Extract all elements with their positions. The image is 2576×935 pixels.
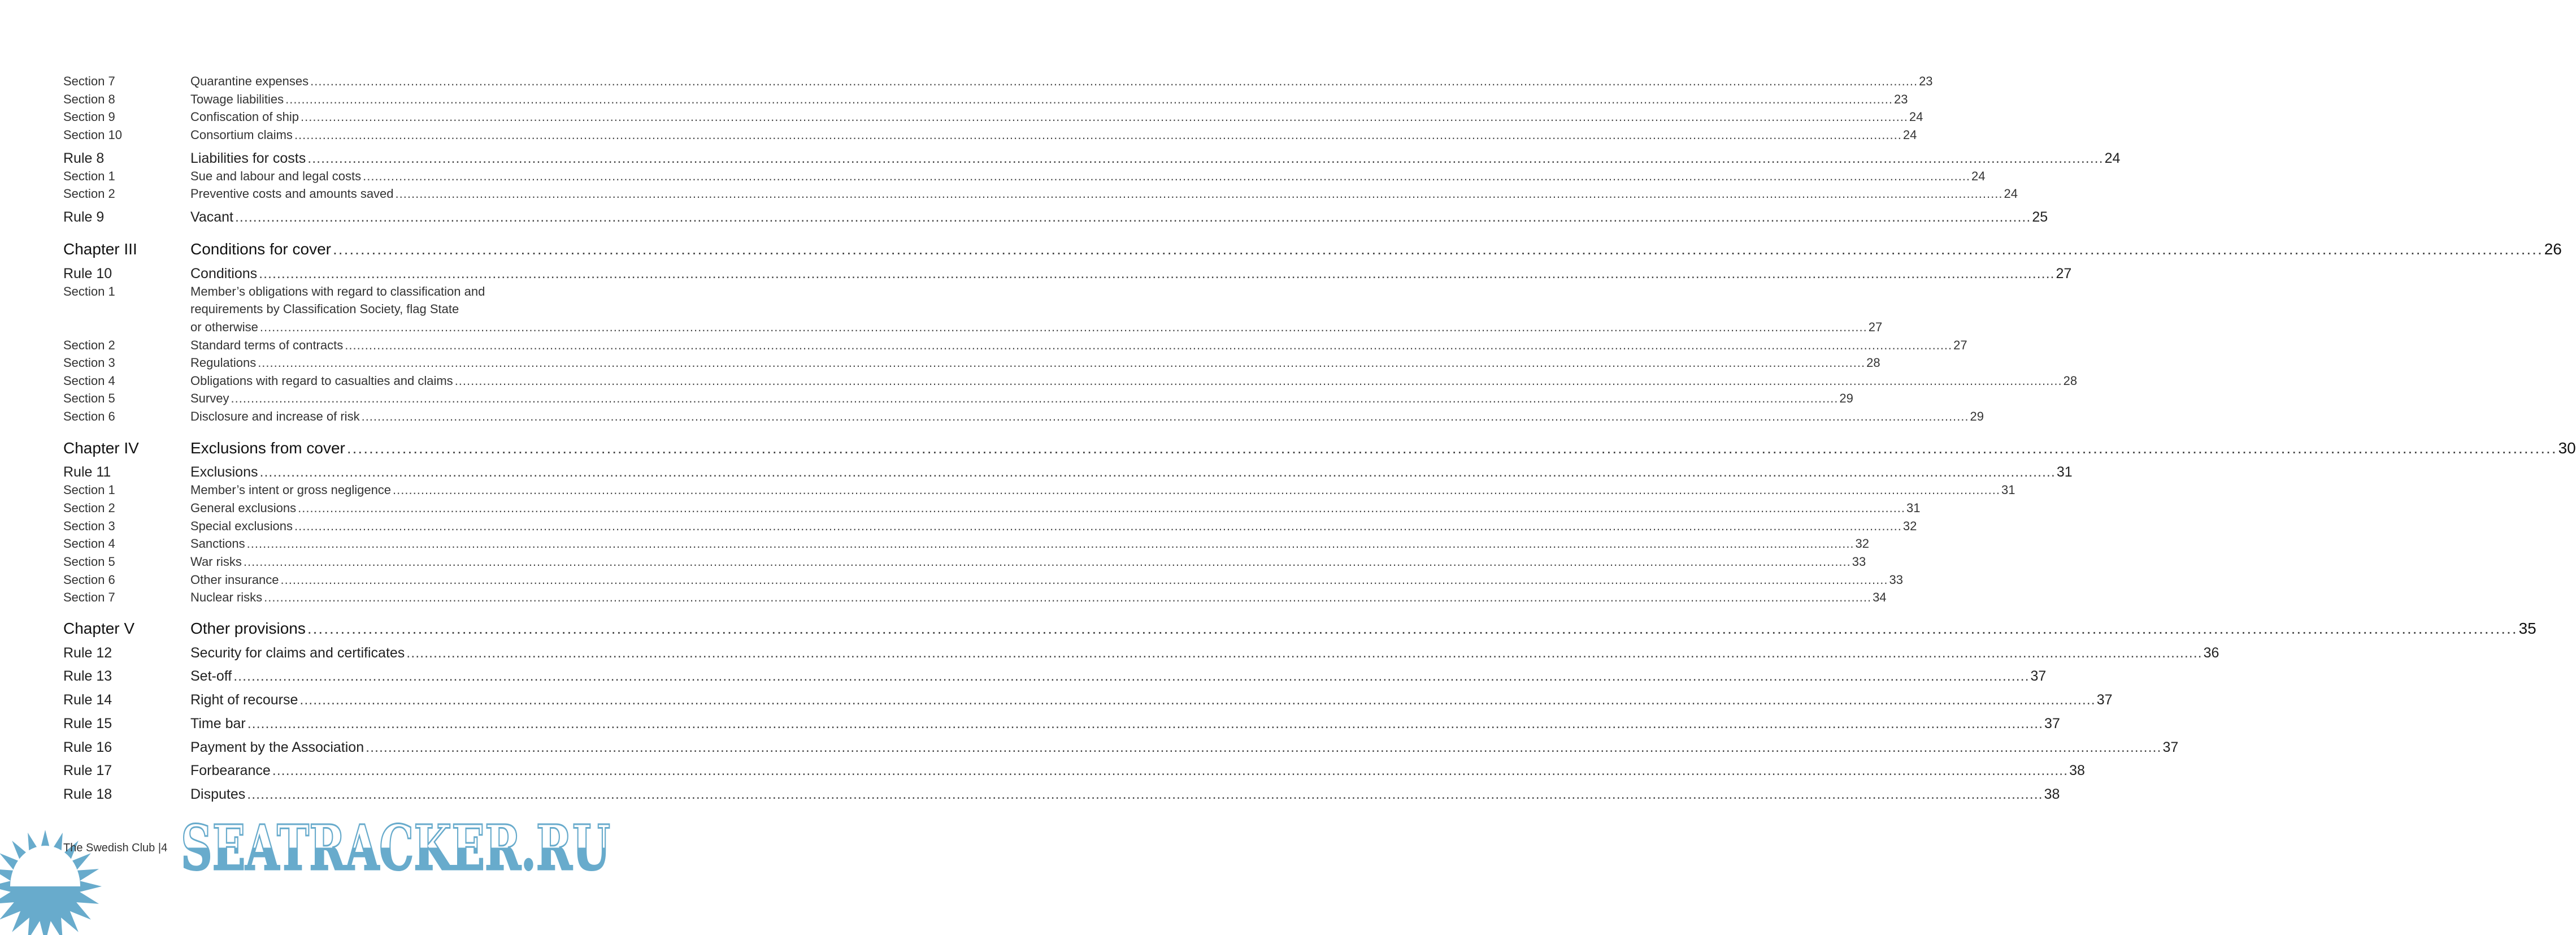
toc-entry-label: Section 4 — [63, 374, 115, 388]
toc-entry-page: 27 — [1953, 338, 1967, 352]
toc-entry-label: Rule 10 — [63, 266, 112, 282]
dot-leader: ................................................................................................................................................................................................................................................................................................................................................................................................................ — [307, 150, 2104, 166]
toc-entry-label: Rule 17 — [63, 763, 112, 778]
toc-entry[interactable] — [63, 283, 553, 300]
toc-entry[interactable] — [63, 301, 553, 318]
toc-entry-title: Member’s obligations with regard to classification and — [190, 284, 485, 298]
dot-leader: ................................................................................................................................................................................................................................................................................................................................................................................................................ — [234, 209, 2031, 225]
toc-entry[interactable] — [63, 482, 2015, 499]
toc-entry-label: Section 2 — [63, 338, 115, 352]
toc-entry-page: 24 — [1902, 128, 1917, 142]
toc-entry-label: Section 3 — [63, 519, 115, 533]
footer-publisher: The Swedish Club — [63, 842, 155, 854]
toc-entry-page: 35 — [2518, 620, 2536, 637]
page-footer — [63, 841, 167, 855]
toc-entry-page: 31 — [2001, 483, 2015, 497]
toc-entry-title: Sanctions — [190, 536, 245, 551]
toc-entry-label: Section 5 — [63, 391, 115, 405]
toc-entry-label: Section 5 — [63, 555, 115, 569]
toc-entry-label: Section 2 — [63, 501, 115, 515]
toc-entry-title: Exclusions from cover — [190, 439, 345, 457]
dot-leader: ................................................................................................................................................................................................................................................................................................................................................................................................................ — [246, 536, 1854, 551]
dot-leader: ................................................................................................................................................................................................................................................................................................................................................................................................................ — [258, 356, 1866, 370]
toc-entry-page: 29 — [1839, 391, 1853, 405]
toc-entry[interactable] — [63, 127, 1917, 144]
dot-leader: ................................................................................................................................................................................................................................................................................................................................................................................................................ — [285, 92, 1893, 106]
toc-entry[interactable] — [63, 691, 2113, 708]
toc-entry-title: Disclosure and increase of risk — [190, 409, 360, 423]
toc-entry-label: Section 3 — [63, 356, 115, 370]
dot-leader: ................................................................................................................................................................................................................................................................................................................................................................................................................ — [307, 620, 2518, 637]
toc-entry-title: Disputes — [190, 786, 246, 802]
toc-entry-title: Nuclear risks — [190, 590, 263, 604]
toc-entry[interactable] — [63, 265, 2072, 282]
dot-leader: ................................................................................................................................................................................................................................................................................................................................................................................................................ — [264, 590, 1872, 604]
toc-entry[interactable] — [63, 620, 2536, 637]
toc-entry[interactable] — [63, 535, 1870, 552]
toc-entry-label: Section 8 — [63, 92, 115, 106]
toc-entry-page: 33 — [1852, 555, 1866, 569]
toc-entry-page: 34 — [1873, 590, 1887, 604]
dot-leader: ................................................................................................................................................................................................................................................................................................................................................................................................................ — [247, 716, 2044, 731]
footer-page-number: 4 — [161, 842, 168, 854]
dot-leader: ................................................................................................................................................................................................................................................................................................................................................................................................................ — [247, 786, 2043, 802]
toc-entry[interactable] — [63, 553, 1866, 570]
dot-leader: ................................................................................................................................................................................................................................................................................................................................................................................................................ — [333, 240, 2543, 258]
toc-entry[interactable] — [63, 73, 1933, 90]
toc-entry-title: Security for claims and certificates — [190, 645, 405, 661]
toc-entry[interactable] — [63, 354, 1880, 371]
toc-entry-title: or otherwise — [190, 320, 258, 334]
toc-entry-label: Chapter IV — [63, 439, 139, 457]
toc-entry-page: 32 — [1855, 536, 1870, 551]
toc-entry-label: Section 2 — [63, 187, 115, 201]
footer-separator: | — [158, 842, 162, 854]
toc-entry-label: Section 1 — [63, 284, 115, 298]
toc-entry-page: 29 — [1970, 409, 1984, 423]
toc-entry-title: requirements by Classification Society, flag State — [190, 302, 459, 316]
toc-entry[interactable] — [63, 439, 2576, 457]
dot-leader: ................................................................................................................................................................................................................................................................................................................................................................................................................ — [259, 320, 1867, 334]
toc-entry[interactable] — [63, 185, 2018, 202]
toc-entry-page: 24 — [1909, 110, 1923, 124]
toc-entry[interactable] — [63, 408, 1984, 425]
toc-entry-page: 24 — [2004, 187, 2018, 201]
toc-entry[interactable] — [63, 762, 2085, 779]
dot-leader: ................................................................................................................................................................................................................................................................................................................................................................................................................ — [454, 374, 2062, 388]
toc-entry-title: Right of recourse — [190, 692, 298, 708]
toc-entry-title: Regulations — [190, 356, 257, 370]
toc-entry-page: 37 — [2030, 668, 2047, 684]
toc-entry-title: Survey — [190, 391, 229, 405]
toc-entry-title: General exclusions — [190, 501, 297, 515]
toc-entry[interactable] — [63, 209, 2048, 226]
dot-leader: ................................................................................................................................................................................................................................................................................................................................................................................................................ — [361, 409, 1969, 423]
dot-leader: ................................................................................................................................................................................................................................................................................................................................................................................................................ — [298, 501, 1906, 515]
toc-entry[interactable] — [63, 150, 2121, 167]
toc-entry-title: Set-off — [190, 668, 232, 684]
toc-entry-label: Section 1 — [63, 483, 115, 497]
toc-entry-label: Chapter V — [63, 620, 135, 637]
toc-entry-title: War risks — [190, 555, 242, 569]
toc-entry[interactable] — [63, 168, 1986, 185]
dot-leader: ................................................................................................................................................................................................................................................................................................................................................................................................................ — [259, 464, 2056, 480]
toc-entry-page: 23 — [1894, 92, 1908, 106]
toc-entry-title: Payment by the Association — [190, 739, 364, 755]
toc-entry-title: Conditions — [190, 266, 258, 282]
dot-leader: ................................................................................................................................................................................................................................................................................................................................................................................................................ — [395, 187, 2003, 201]
toc-entry[interactable] — [63, 644, 2219, 661]
dot-leader: ................................................................................................................................................................................................................................................................................................................................................................................................................ — [233, 668, 2030, 684]
toc-entry-label: Rule 14 — [63, 692, 112, 708]
dot-leader: ................................................................................................................................................................................................................................................................................................................................................................................................................ — [345, 338, 1953, 352]
toc-entry-label: Section 1 — [63, 169, 115, 183]
toc-entry-title: Conditions for cover — [190, 240, 332, 258]
toc-entry[interactable] — [63, 390, 1853, 407]
dot-leader: ................................................................................................................................................................................................................................................................................................................................................................................................................ — [301, 110, 1908, 124]
toc-entry[interactable] — [63, 91, 1908, 108]
toc-entry-page: 37 — [2044, 716, 2060, 731]
dot-leader: ................................................................................................................................................................................................................................................................................................................................................................................................................ — [294, 128, 1902, 142]
toc-entry[interactable] — [63, 373, 2078, 389]
toc-entry-label: Rule 11 — [63, 464, 111, 480]
toc-entry-page: 37 — [2096, 692, 2113, 708]
toc-entry-page: 30 — [2558, 439, 2576, 457]
toc-entry-title: Consortium claims — [190, 128, 293, 142]
toc-entry-page: 31 — [1906, 501, 1921, 515]
toc-entry-label: Section 7 — [63, 74, 115, 88]
toc-entry-label: Section 6 — [63, 409, 115, 423]
dot-leader: ................................................................................................................................................................................................................................................................................................................................................................................................................ — [231, 391, 1839, 405]
dot-leader: ................................................................................................................................................................................................................................................................................................................................................................................................................ — [393, 483, 2000, 497]
toc-entry-title: Standard terms of contracts — [190, 338, 344, 352]
toc-entry-label: Section 7 — [63, 590, 115, 604]
toc-entry-page: 36 — [2203, 645, 2219, 661]
toc-entry-title: Time bar — [190, 716, 246, 731]
toc-entry-title: Towage liabilities — [190, 92, 284, 106]
dot-leader: ................................................................................................................................................................................................................................................................................................................................................................................................................ — [346, 439, 2557, 457]
toc-entry-title: Preventive costs and amounts saved — [190, 187, 394, 201]
dot-leader: ................................................................................................................................................................................................................................................................................................................................................................................................................ — [310, 74, 1918, 88]
toc-entry-title: Other provisions — [190, 620, 306, 637]
dot-leader: ................................................................................................................................................................................................................................................................................................................................................................................................................ — [259, 266, 2055, 282]
toc-entry-title: Liabilities for costs — [190, 150, 306, 166]
dot-leader: ................................................................................................................................................................................................................................................................................................................................................................................................................ — [294, 519, 1902, 533]
toc-entry-title: Special exclusions — [190, 519, 293, 533]
toc-entry[interactable] — [63, 109, 1923, 125]
toc-entry-label: Section 10 — [63, 128, 122, 142]
toc-entry-label: Rule 13 — [63, 668, 112, 684]
toc-entry-page: 33 — [1889, 573, 1903, 587]
toc-entry-label: Section 6 — [63, 573, 115, 587]
toc-entry-page: 27 — [1868, 320, 1883, 334]
toc-entry-title: Confiscation of ship — [190, 110, 299, 124]
toc-entry-page: 28 — [1866, 356, 1880, 370]
toc-entry-label: Section 4 — [63, 536, 115, 551]
toc-entry-page: 28 — [2063, 374, 2078, 388]
toc-entry-page: 23 — [1919, 74, 1933, 88]
toc-entry[interactable] — [63, 668, 2047, 685]
toc-entry-title: Quarantine expenses — [190, 74, 309, 88]
dot-leader: ................................................................................................................................................................................................................................................................................................................................................................................................................ — [280, 573, 1888, 587]
watermark-logo — [0, 797, 659, 935]
toc-entry[interactable] — [63, 589, 1887, 606]
toc-entry-page: 24 — [1971, 169, 1986, 183]
toc-entry-page: 37 — [2162, 739, 2179, 755]
toc-entry[interactable] — [63, 518, 1917, 535]
dot-leader: ................................................................................................................................................................................................................................................................................................................................................................................................................ — [366, 739, 2162, 755]
toc-entry[interactable] — [63, 240, 2562, 258]
toc-entry-title: Forbearance — [190, 763, 271, 778]
dot-leader: ................................................................................................................................................................................................................................................................................................................................................................................................................ — [406, 645, 2203, 661]
toc-entry-page: 24 — [2104, 150, 2121, 166]
toc-entry-title: Sue and labour and legal costs — [190, 169, 362, 183]
toc-entry-label: Rule 9 — [63, 209, 105, 225]
watermark-text: SEATRACKER.RU — [181, 811, 610, 884]
toc-entry-title: Obligations with regard to casualties and claims — [190, 374, 453, 388]
toc-entry-title: Member’s intent or gross negligence — [190, 483, 392, 497]
toc-entry[interactable] — [63, 319, 1883, 336]
toc-entry[interactable] — [63, 500, 1921, 517]
toc-entry-page: 38 — [2044, 786, 2060, 802]
toc-entry[interactable] — [63, 337, 1967, 354]
dot-leader: ................................................................................................................................................................................................................................................................................................................................................................................................................ — [272, 763, 2069, 778]
toc-entry-page: 27 — [2056, 266, 2072, 282]
toc-entry-page: 26 — [2544, 240, 2562, 258]
toc-entry-label: Rule 8 — [63, 150, 105, 166]
toc-entry[interactable] — [63, 739, 2179, 756]
toc-entry-page: 32 — [1902, 519, 1917, 533]
dot-leader: ................................................................................................................................................................................................................................................................................................................................................................................................................ — [363, 169, 1971, 183]
toc-entry-label: Rule 18 — [63, 786, 112, 802]
toc-entry-page: 38 — [2069, 763, 2085, 778]
toc-entry-title: Vacant — [190, 209, 233, 225]
dot-leader: ................................................................................................................................................................................................................................................................................................................................................................................................................ — [243, 555, 1851, 569]
toc-entry[interactable] — [63, 572, 1903, 588]
toc-entry-page: 25 — [2032, 209, 2048, 225]
toc-entry-label: Rule 12 — [63, 645, 112, 661]
toc-entry-label: Section 9 — [63, 110, 115, 124]
toc-entry-label: Chapter III — [63, 240, 137, 258]
toc-entry[interactable] — [63, 715, 2060, 732]
toc-entry-page: 31 — [2056, 464, 2073, 480]
toc-entry-title: Other insurance — [190, 573, 279, 587]
toc-entry-label: Rule 15 — [63, 716, 112, 731]
toc-entry[interactable] — [63, 464, 2073, 481]
toc-entry-label: Rule 16 — [63, 739, 112, 755]
dot-leader: ................................................................................................................................................................................................................................................................................................................................................................................................................ — [299, 692, 2096, 708]
toc-entry-title: Exclusions — [190, 464, 258, 480]
